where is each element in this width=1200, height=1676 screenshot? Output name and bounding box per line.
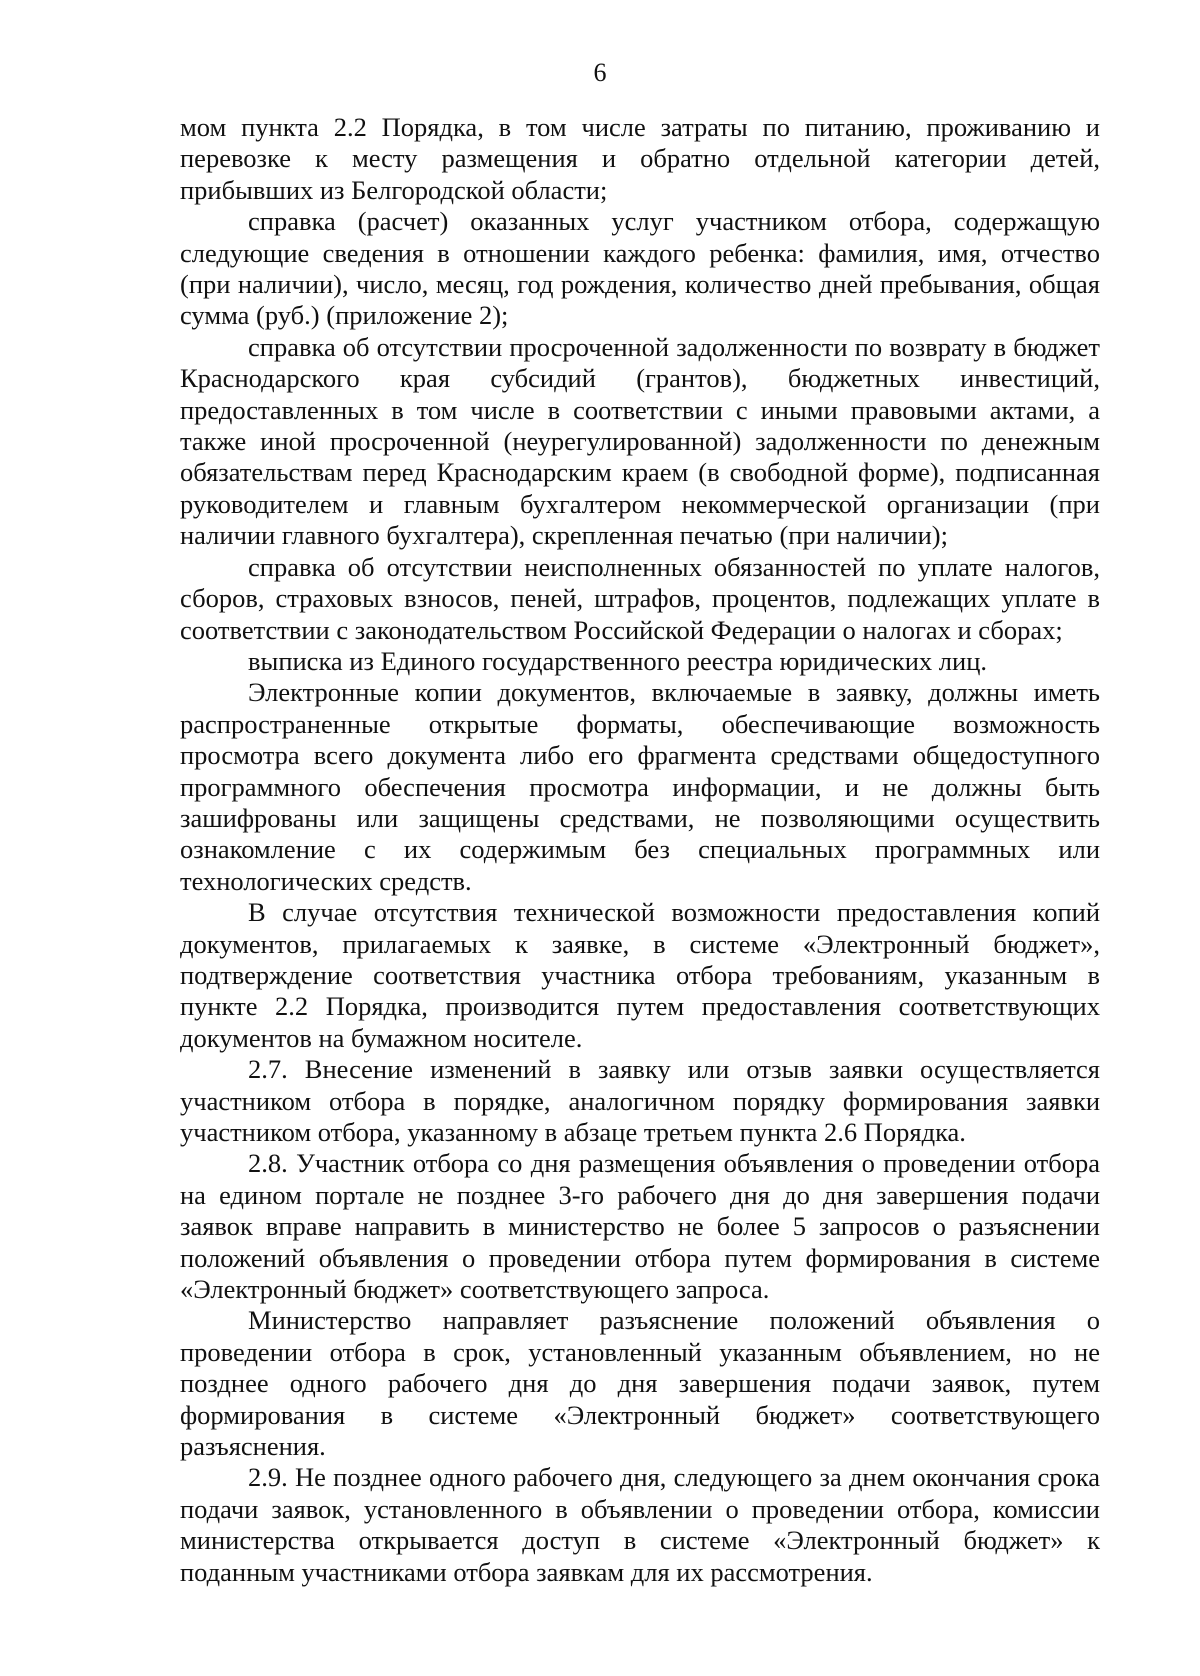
paragraph-paper-documents: В случае отсутствия технической возможности предоставления копий документов, прилагаемых к заявке, в системе «Электронный бюджет», подтверждение соответствия участника отбора требованиям, указанным в пункте 2.2 Порядка, производится путем предоставления соответствующих документов на бумажном носителе. bbox=[180, 897, 1100, 1053]
document-body bbox=[180, 112, 1100, 1588]
paragraph-electronic-copies: Электронные копии документов, включаемые в заявку, должны иметь распространенные открытые форматы, обеспечивающие возможность просмотра всего документа либо его фрагмента средствами общедоступного программного обеспечения просмотра информации, и не должны быть зашифрованы или защищены средствами, не позволяющими осуществить ознакомление с их содержимым без специальных программных или технологических средств. bbox=[180, 677, 1100, 896]
paragraph-2-9: 2.9. Не позднее одного рабочего дня, следующего за днем окончания срока подачи заявок, установленного в объявлении о проведении отбора, комиссии министерства открывается доступ в системе «Электронный бюджет» к поданным участниками отбора заявкам для их рассмотрения. bbox=[180, 1462, 1100, 1587]
paragraph-tax-certificate: справка об отсутствии неисполненных обязанностей по уплате налогов, сборов, страховых взносов, пеней, штрафов, процентов, подлежащих уплате в соответствии с законодательством Российской Федерации о налогах и сборах; bbox=[180, 551, 1100, 645]
paragraph-debt-certificate: справка об отсутствии просроченной задолженности по возврату в бюджет Краснодарского края субсидий (грантов), бюджетных инвестиций, предоставленных в том числе в соответствии с иными правовыми актами, а также иной просроченной (неурегулированной) задолженности по денежным обязательствам перед Краснодарским краем (в свободной форме), подписанная руководителем и главным бухгалтером некоммерческой организации (при наличии главного бухгалтера), скрепленная печатью (при наличии); bbox=[180, 331, 1100, 551]
paragraph-continuation: мом пункта 2.2 Порядка, в том числе затраты по питанию, проживанию и перевозке к месту размещения и обратно отдельной категории детей, прибывших из Белгородской области; bbox=[180, 112, 1100, 205]
paragraph-ministry-clarification: Министерство направляет разъяснение положений объявления о проведении отбора в срок, установленный указанным объявлением, но не позднее одного рабочего дня до дня завершения подачи заявок, путем формирования в системе «Электронный бюджет» соответствующего разъяснения. bbox=[180, 1305, 1100, 1462]
paragraph-2-7: 2.7. Внесение изменений в заявку или отзыв заявки осуществляется участником отбора в порядке, аналогичном порядку формирования заявки участником отбора, указанному в абзаце третьем пункта 2.6 Порядка. bbox=[180, 1054, 1100, 1147]
paragraph-2-8: 2.8. Участник отбора со дня размещения объявления о проведении отбора на едином портале не позднее 3-го рабочего дня до дня завершения подачи заявок вправе направить в министерство не более 5 запросов о разъяснении положений объявления о проведении отбора путем формирования в системе «Электронный бюджет» соответствующего запроса. bbox=[180, 1148, 1100, 1305]
paragraph-service-certificate: справка (расчет) оказанных услуг участником отбора, содержащую следующие сведения в отношении каждого ребенка: фамилия, имя, отчество (при наличии), число, месяц, год рождения, количество дней пребывания, общая сумма (руб.) (приложение 2); bbox=[180, 206, 1100, 331]
paragraph-registry-extract: выписка из Единого государственного реестра юридических лиц. bbox=[248, 645, 987, 676]
page-number: 6 bbox=[593, 58, 607, 87]
